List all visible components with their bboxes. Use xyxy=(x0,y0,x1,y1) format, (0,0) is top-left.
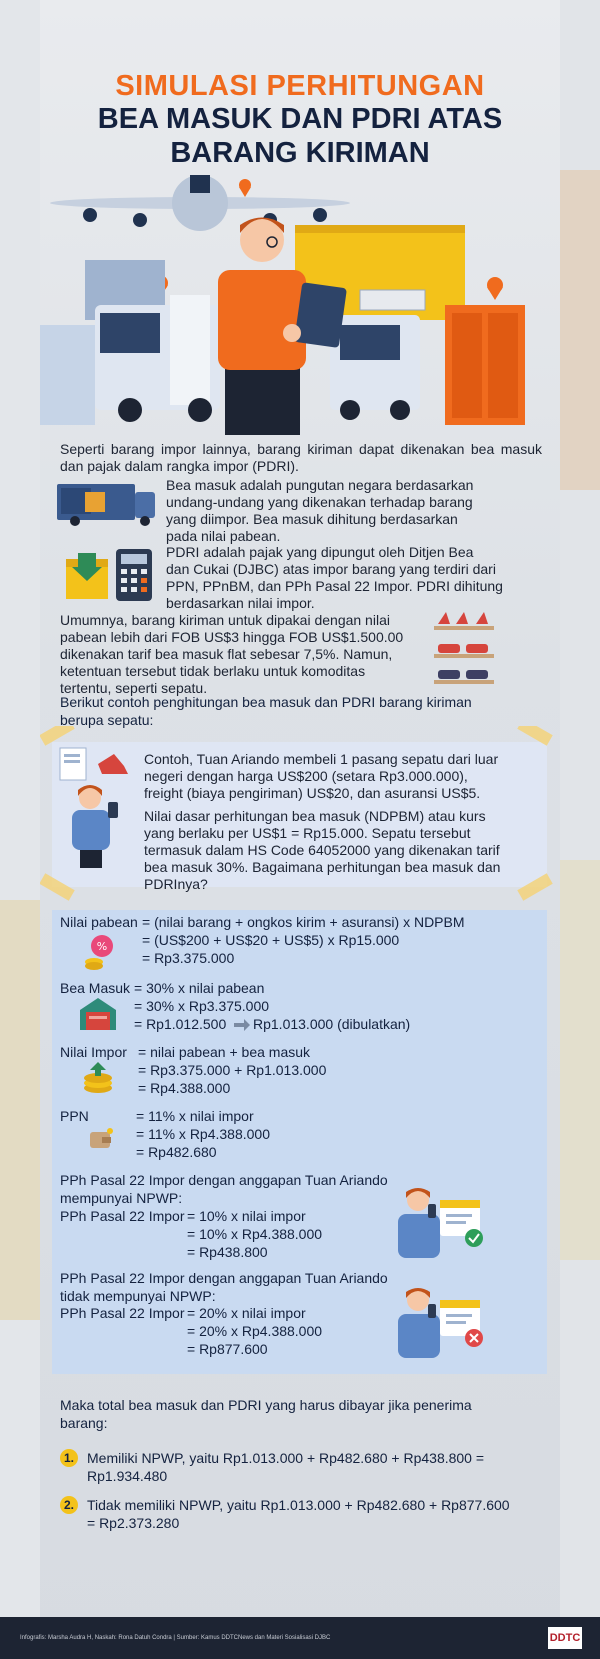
example-line: negeri dengan harga US$200 (setara Rp3.000.000), xyxy=(144,768,468,784)
pph-no-npwp-label: PPh Pasal 22 Impor xyxy=(60,1305,185,1321)
pph-npwp-label: PPh Pasal 22 Impor xyxy=(60,1208,185,1224)
pph-no-npwp-heading-line: tidak mempunyai NPWP: xyxy=(60,1287,216,1304)
bea-masuk-line: = 30% x nilai pabean xyxy=(134,980,265,996)
nilai-pabean-line: = (US$200 + US$20 + US$5) x Rp15.000 xyxy=(142,932,400,948)
title-line-1: SIMULASI PERHITUNGAN xyxy=(115,70,485,102)
nilai-impor-label: Nilai Impor xyxy=(60,1044,127,1060)
bea-masuk-def-line: undang-undang yang dikenakan terhadap barang xyxy=(166,494,473,510)
pdri-definition xyxy=(166,544,542,612)
item-number-2: 2. xyxy=(60,1496,78,1514)
footer-credits: Infografis: Marsha Audra H, Naskah: Rona Datuh Condra | Sumber: Kamus DDTCNews dan Materi Sosialisasi DJBC xyxy=(20,1635,331,1641)
phone-icon xyxy=(108,802,118,818)
example-line: PDRInya? xyxy=(144,876,208,892)
cargo-truck-icon xyxy=(55,478,158,526)
general-line: pabean lebih dari FOB US$3 hingga FOB US$1.500.00 xyxy=(60,629,404,645)
pph-no-npwp-heading-line: PPh Pasal 22 Impor dengan anggapan Tuan Ariando xyxy=(60,1270,388,1286)
nilai-impor-line: = Rp3.375.000 + Rp1.013.000 xyxy=(138,1062,327,1078)
bea-masuk-rounded: Rp1.013.000 (dibulatkan) xyxy=(253,1016,411,1032)
pph-npwp-line: = 10% x Rp4.388.000 xyxy=(187,1226,323,1242)
total-heading-line: barang: xyxy=(60,1414,108,1431)
ppn-line: = 11% x nilai impor xyxy=(136,1108,254,1124)
total-item-2 xyxy=(87,1497,537,1532)
intro-text: Seperti barang impor lainnya, barang kiriman dapat dikenakan bea masuk dan pajak dalam rangka impor (PDRI). xyxy=(60,441,542,474)
shoe-rack-icon xyxy=(432,606,496,686)
arrow-right-icon xyxy=(233,1018,251,1032)
bea-masuk-line: = Rp1.012.500 xyxy=(134,1016,227,1032)
total-item-line: Memiliki NPWP, yaitu Rp1.013.000 + Rp482.680 + Rp438.800 = xyxy=(87,1450,485,1466)
example-paragraph-1 xyxy=(144,751,536,802)
nilai-impor-line: = Rp4.388.000 xyxy=(138,1080,231,1096)
total-heading xyxy=(60,1397,540,1432)
shopper-illustration xyxy=(58,740,134,870)
example-line: Nilai dasar perhitungan bea masuk (NDPBM) atau kurs xyxy=(144,808,486,824)
bea-masuk-def-line: yang diimpor. Bea masuk dihitung berdasarkan xyxy=(166,511,458,527)
pph-no-npwp-line: = Rp877.600 xyxy=(187,1341,268,1357)
person-rejected-illustration xyxy=(388,1280,492,1362)
check-icon xyxy=(465,1229,483,1247)
example-line: Contoh, Tuan Ariando membeli 1 pasang sepatu dari luar xyxy=(144,751,499,767)
pdri-def-line: dan Cukai (DJBC) atas impor barang yang terdiri dari xyxy=(166,561,496,577)
general-line: tertentu, seperti sepatu. xyxy=(60,680,208,696)
airplane-icon xyxy=(50,175,350,231)
bea-masuk-line: = 30% x Rp3.375.000 xyxy=(134,998,270,1014)
ppn-line: = 11% x Rp4.388.000 xyxy=(136,1126,271,1142)
pdri-def-line: PPN, PPnBM, dan PPh Pasal 22 Impor. PDRI dihitung xyxy=(166,578,503,594)
general-rule xyxy=(60,612,416,697)
title-line-2: BEA MASUK DAN PDRI ATAS xyxy=(97,103,503,135)
nilai-impor-line: = nilai pabean + bea masuk xyxy=(138,1044,311,1060)
item-number-1: 1. xyxy=(60,1449,78,1467)
ppn-label: PPN xyxy=(60,1108,89,1124)
box-calculator-icon xyxy=(64,545,156,603)
general-line: dikenakan tarif bea masuk flat sebesar 7,5%. Namun, xyxy=(60,646,393,662)
nilai-pabean-line: = (nilai barang + ongkos kirim + asuransi) x NDPBM xyxy=(142,914,465,930)
pph-npwp-line: = Rp438.800 xyxy=(187,1244,268,1260)
bea-masuk-label: Bea Masuk xyxy=(60,980,131,996)
truck-icon xyxy=(95,295,220,422)
pph-npwp-heading-line: PPh Pasal 22 Impor dengan anggapan Tuan Ariando xyxy=(60,1172,388,1188)
total-item-line: Rp1.934.480 xyxy=(87,1467,168,1484)
pph-npwp-heading-line: mempunyai NPWP: xyxy=(60,1189,183,1206)
example-line: termasuk dalam HS Code 64052000 yang dikenakan tarif xyxy=(144,842,500,858)
pph-no-npwp-line: = 20% x Rp4.388.000 xyxy=(187,1323,323,1339)
pph-no-npwp-line: = 20% x nilai impor xyxy=(187,1305,306,1321)
total-heading-line: Maka total bea masuk dan PDRI yang harus dibayar jika penerima xyxy=(60,1397,472,1413)
coins-increase-icon xyxy=(78,1060,118,1096)
percent-coins-icon xyxy=(80,932,120,972)
example-intro xyxy=(60,694,540,729)
total-item-line: = Rp2.373.280 xyxy=(87,1514,180,1531)
pdri-def-line: berdasarkan nilai impor. xyxy=(166,595,315,611)
person-approved-illustration xyxy=(388,1180,492,1262)
title-line-3: BARANG KIRIMAN xyxy=(170,137,430,169)
hero-illustration xyxy=(40,165,560,435)
ppn-line: = Rp482.680 xyxy=(136,1144,217,1160)
svg-text:%: % xyxy=(96,940,108,953)
nilai-pabean-line: = Rp3.375.000 xyxy=(142,950,235,966)
example-line: bea masuk 30%. Bagaimana perhitungan bea masuk dan xyxy=(144,859,501,875)
example-line: freight (biaya pengiriman) US$20, dan asuransi US$5. xyxy=(144,785,481,801)
pph-npwp-heading xyxy=(60,1172,440,1207)
example-intro-line: berupa sepatu: xyxy=(60,711,154,728)
ddtc-logo: DDTC xyxy=(548,1627,582,1649)
bea-masuk-def-line: Bea masuk adalah pungutan negara berdasarkan xyxy=(166,477,474,493)
example-line: yang berlaku per US$1 = Rp15.000. Sepatu tersebut xyxy=(144,825,471,841)
bea-masuk-def-line: pada nilai pabean. xyxy=(166,528,281,544)
truck-icon-right xyxy=(330,315,420,420)
warehouse-icon xyxy=(78,996,118,1032)
wallet-icon xyxy=(88,1126,116,1152)
nilai-pabean-label: Nilai pabean xyxy=(60,914,138,930)
total-item-line: Tidak memiliki NPWP, yaitu Rp1.013.000 + Rp482.680 + Rp877.600 xyxy=(87,1497,510,1513)
total-item-1 xyxy=(87,1450,537,1485)
general-line: Umumnya, barang kiriman untuk dipakai dengan nilai xyxy=(60,612,390,628)
shoe-icon xyxy=(98,754,128,774)
general-line: ketentuan tersebut tidak berlaku untuk komoditas xyxy=(60,663,366,679)
pph-no-npwp-heading xyxy=(60,1270,440,1305)
example-paragraph-2 xyxy=(144,808,536,893)
bea-masuk-definition xyxy=(166,477,542,545)
pph-npwp-line: = 10% x nilai impor xyxy=(187,1208,306,1224)
pdri-def-line: PDRI adalah pajak yang dipungut oleh Ditjen Bea xyxy=(166,544,474,560)
example-intro-line: Berikut contoh penghitungan bea masuk dan PDRI barang kiriman xyxy=(60,694,472,710)
